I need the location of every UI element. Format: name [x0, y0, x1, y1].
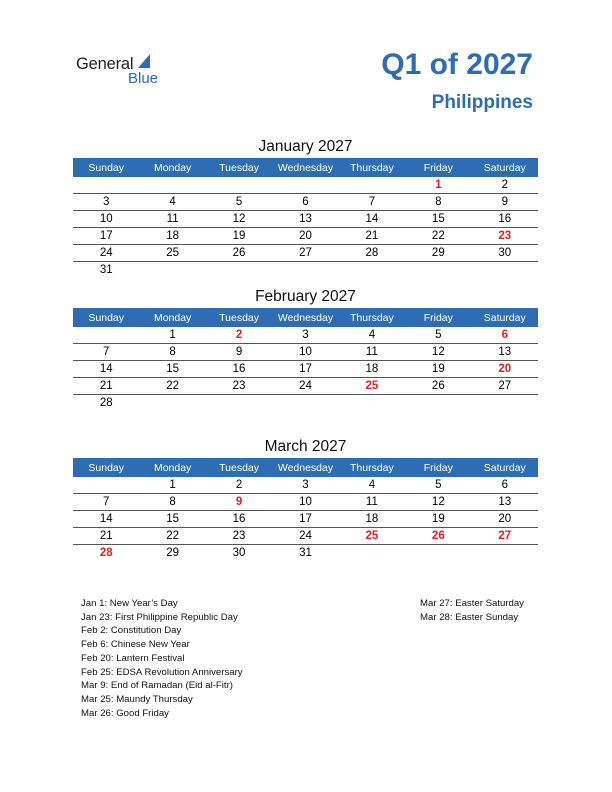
day-cell: 6 [472, 327, 538, 344]
day-cell: 13 [272, 211, 338, 228]
day-cell: 3 [272, 477, 338, 494]
day-cell [472, 262, 538, 279]
day-cell: 1 [405, 177, 471, 194]
week-row [73, 361, 538, 378]
day-cell: 25 [339, 378, 405, 395]
holiday-list-item: Mar 26: Good Friday [81, 707, 169, 719]
day-cell: 31 [299, 547, 312, 559]
day-cell [339, 177, 405, 194]
day-cell: 13 [472, 344, 538, 361]
weekday-header: Saturday [472, 458, 538, 477]
day-cell [73, 327, 139, 344]
day-cell: 5 [405, 477, 471, 494]
day-cell: 17 [73, 228, 139, 245]
day-cell: 3 [73, 194, 139, 211]
weekday-header: Tuesday [206, 308, 272, 327]
day-cell: 21 [73, 528, 139, 545]
logo [76, 52, 176, 92]
calendar-table [73, 158, 538, 278]
day-cell: 13 [472, 494, 538, 511]
weekday-header: Tuesday [206, 158, 272, 177]
day-cell: 18 [339, 511, 405, 528]
week-row [73, 511, 538, 528]
day-cell: 12 [405, 494, 471, 511]
holiday-list-item: Feb 2: Constitution Day [81, 625, 182, 637]
holiday-list-item: Mar 28: Easter Sunday [420, 611, 519, 623]
day-cell [405, 545, 471, 562]
weekday-header: Saturday [472, 308, 538, 327]
day-cell: 18 [139, 228, 205, 245]
day-cell: 5 [206, 194, 272, 211]
day-cell: 14 [73, 511, 139, 528]
calendar-table [73, 458, 538, 561]
day-cell: 20 [272, 228, 338, 245]
day-cell: 14 [339, 211, 405, 228]
day-cell: 7 [339, 194, 405, 211]
week-row [73, 528, 538, 545]
day-cell: 23 [206, 378, 272, 395]
day-cell: 27 [472, 528, 538, 545]
weekday-header-row [73, 158, 538, 177]
day-cell: 10 [272, 494, 338, 511]
day-cell: 19 [405, 511, 471, 528]
holiday-list-left [81, 597, 243, 720]
day-cell [139, 395, 205, 412]
day-cell [405, 395, 471, 412]
day-cell [339, 262, 405, 279]
day-cell [272, 262, 338, 279]
day-cell [272, 395, 338, 412]
holiday-list-item: Jan 1: New Year’s Day [81, 598, 178, 609]
day-cell: 30 [232, 547, 246, 559]
day-cell: 16 [206, 511, 272, 528]
day-cell: 31 [99, 264, 113, 276]
day-cell: 22 [139, 378, 205, 395]
weekday-header: Sunday [73, 458, 139, 477]
calendar-table [73, 308, 538, 411]
day-cell: 17 [272, 361, 338, 378]
logo-text-blue: Blue [128, 70, 159, 87]
month-january [73, 136, 538, 278]
day-cell [339, 395, 405, 412]
day-cell: 28 [339, 245, 405, 262]
day-cell [206, 177, 272, 194]
holiday-list-right [420, 597, 524, 624]
day-cell: 10 [73, 211, 139, 228]
day-cell: 30 [472, 245, 538, 262]
day-cell: 2 [206, 477, 272, 494]
weekday-header-row [73, 308, 538, 327]
day-cell: 21 [73, 378, 139, 395]
day-cell: 11 [139, 211, 205, 228]
weekday-header: Friday [405, 458, 471, 477]
week-row [73, 378, 538, 395]
day-cell: 11 [339, 494, 405, 511]
day-cell: 23 [206, 528, 272, 545]
day-cell: 21 [339, 228, 405, 245]
day-cell: 5 [405, 327, 471, 344]
day-cell [139, 262, 205, 279]
day-cell: 20 [472, 361, 538, 378]
day-cell: 24 [272, 528, 338, 545]
day-cell: 27 [472, 378, 538, 395]
day-cell: 9 [206, 494, 272, 511]
month-title: March 2027 [264, 438, 347, 455]
day-cell [272, 177, 338, 194]
week-row [73, 245, 538, 262]
weekday-header: Monday [139, 458, 205, 477]
day-cell [405, 262, 471, 279]
week-row [73, 228, 538, 245]
day-cell: 26 [206, 245, 272, 262]
logo-triangle-icon [138, 54, 150, 68]
day-cell: 23 [472, 228, 538, 245]
week-row [73, 262, 538, 279]
day-cell [73, 477, 139, 494]
day-cell: 24 [272, 378, 338, 395]
weekday-header: Thursday [339, 158, 405, 177]
month-february [73, 286, 538, 411]
weekday-header: Friday [405, 158, 471, 177]
day-cell [206, 395, 272, 412]
month-march [73, 436, 538, 561]
weekday-header: Monday [139, 158, 205, 177]
day-cell: 15 [405, 211, 471, 228]
day-cell: 10 [272, 344, 338, 361]
weekday-header: Wednesday [272, 308, 338, 327]
week-row [73, 194, 538, 211]
holiday-list-item: Feb 25: EDSA Revolution Anniversary [81, 666, 243, 678]
day-cell: 1 [139, 477, 205, 494]
day-cell: 29 [405, 245, 471, 262]
day-cell [73, 177, 139, 194]
weekday-header: Saturday [472, 158, 538, 177]
logo-text-general: General [76, 55, 134, 73]
day-cell: 28 [99, 397, 113, 409]
day-cell [472, 395, 538, 412]
weekday-header: Monday [139, 308, 205, 327]
holiday-list-item: Mar 25: Maundy Thursday [81, 693, 193, 705]
day-cell: 25 [139, 245, 205, 262]
day-cell [339, 545, 405, 562]
day-cell: 9 [472, 194, 538, 211]
day-cell: 26 [405, 378, 471, 395]
day-cell: 28 [99, 547, 113, 559]
weekday-header-row [73, 458, 538, 477]
day-cell: 22 [405, 228, 471, 245]
day-cell: 25 [339, 528, 405, 545]
day-cell: 15 [139, 361, 205, 378]
day-cell: 7 [73, 494, 139, 511]
weekday-header: Friday [405, 308, 471, 327]
weekday-header: Thursday [339, 458, 405, 477]
day-cell: 4 [339, 327, 405, 344]
day-cell [472, 545, 538, 562]
day-cell: 19 [405, 361, 471, 378]
day-cell: 19 [206, 228, 272, 245]
weekday-header: Sunday [73, 158, 139, 177]
day-cell: 12 [206, 211, 272, 228]
week-row [73, 395, 538, 412]
weekday-header: Tuesday [206, 458, 272, 477]
day-cell: 2 [472, 177, 538, 194]
week-row [73, 344, 538, 361]
day-cell: 15 [139, 511, 205, 528]
day-cell: 27 [272, 245, 338, 262]
day-cell: 8 [139, 344, 205, 361]
holiday-list-item: Mar 9: End of Ramadan (Eid al-Fitr) [81, 680, 233, 692]
day-cell: 2 [206, 327, 272, 344]
holiday-list-item: Feb 6: Chinese New Year [81, 639, 190, 651]
day-cell: 18 [339, 361, 405, 378]
page-title: Q1 of 2027 [381, 48, 533, 81]
day-cell: 26 [405, 528, 471, 545]
day-cell: 16 [206, 361, 272, 378]
day-cell: 20 [472, 511, 538, 528]
day-cell: 16 [472, 211, 538, 228]
day-cell: 4 [139, 194, 205, 211]
weekday-header: Wednesday [272, 458, 338, 477]
country-title: Philippines [431, 92, 533, 113]
holiday-list-item: Mar 27: Easter Saturday [420, 598, 524, 609]
month-title: January 2027 [258, 138, 353, 155]
week-row [73, 545, 538, 562]
day-cell: 8 [139, 494, 205, 511]
day-cell: 22 [139, 528, 205, 545]
week-row [73, 494, 538, 511]
day-cell: 9 [206, 344, 272, 361]
day-cell [139, 177, 205, 194]
day-cell: 14 [73, 361, 139, 378]
day-cell: 7 [73, 344, 139, 361]
day-cell: 8 [405, 194, 471, 211]
weekday-header: Wednesday [272, 158, 338, 177]
holiday-list-item: Jan 23: First Philippine Republic Day [81, 611, 238, 623]
day-cell: 6 [272, 194, 338, 211]
weekday-header: Thursday [339, 308, 405, 327]
day-cell: 1 [139, 327, 205, 344]
day-cell: 3 [272, 327, 338, 344]
week-row [73, 327, 538, 344]
week-row [73, 177, 538, 194]
day-cell: 12 [405, 344, 471, 361]
day-cell: 4 [339, 477, 405, 494]
day-cell: 11 [339, 344, 405, 361]
week-row [73, 477, 538, 494]
weekday-header: Sunday [73, 308, 139, 327]
day-cell: 24 [73, 245, 139, 262]
week-row [73, 211, 538, 228]
month-title: February 2027 [255, 288, 356, 305]
day-cell [206, 262, 272, 279]
day-cell: 29 [166, 547, 180, 559]
holiday-list-item: Feb 20: Lantern Festival [81, 652, 185, 664]
day-cell: 6 [472, 477, 538, 494]
day-cell: 17 [272, 511, 338, 528]
